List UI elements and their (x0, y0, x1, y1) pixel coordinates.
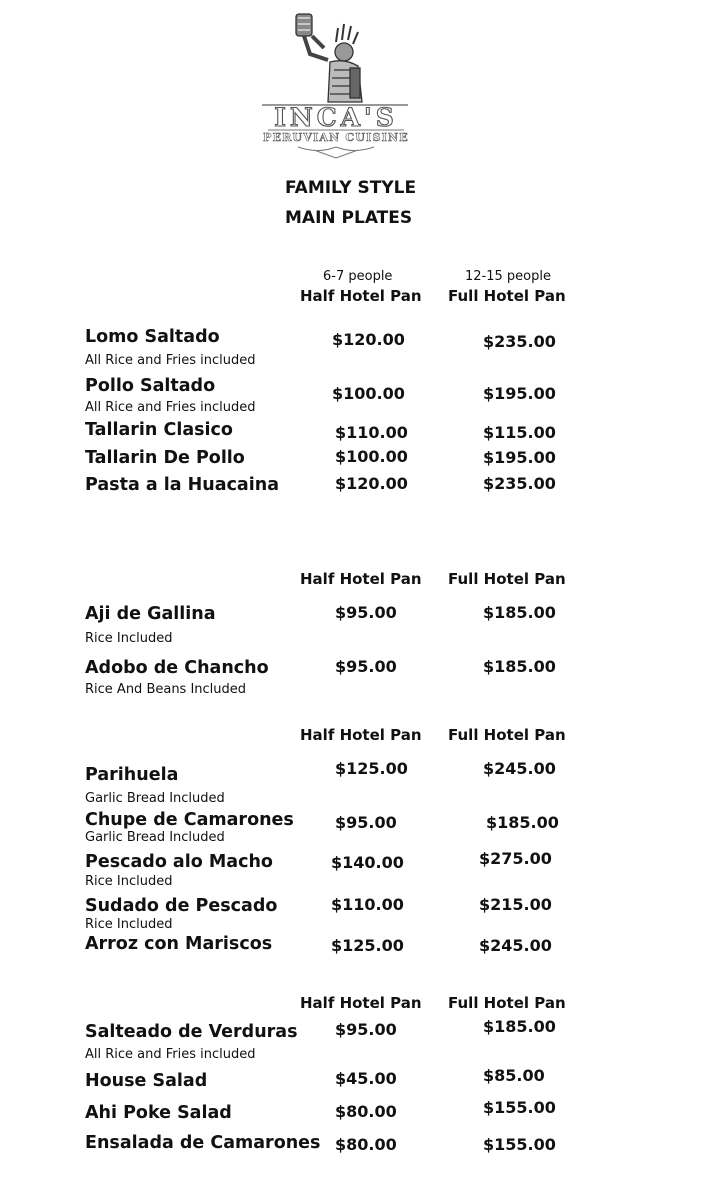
menu-item-note: Garlic Bread Included (85, 830, 225, 845)
menu-item-name: Arroz con Mariscos (85, 934, 273, 954)
menu-item-note: Garlic Bread Included (85, 791, 225, 806)
menu-item-name: Ahi Poke Salad (85, 1103, 232, 1123)
menu-item-half-price: $110.00 (331, 895, 404, 914)
menu-item-note: All Rice and Fries included (85, 400, 256, 415)
menu-item-full-price: $185.00 (483, 1017, 556, 1036)
menu-item-note: Rice And Beans Included (85, 682, 247, 697)
menu-item-half-price: $95.00 (335, 813, 397, 832)
column-header-half: Half Hotel Pan (300, 570, 422, 588)
menu-item-name: Aji de Gallina (85, 604, 216, 624)
menu-item-half-price: $100.00 (335, 447, 408, 466)
menu-item-half-price: $45.00 (335, 1069, 397, 1088)
menu-item-full-price: $195.00 (483, 384, 556, 403)
menu-item-half-price: $95.00 (335, 657, 397, 676)
menu-item-half-price: $100.00 (332, 384, 405, 403)
menu-item-note: Rice Included (85, 917, 173, 932)
menu-item-full-price: $245.00 (479, 936, 552, 955)
menu-item-note: All Rice and Fries included (85, 1047, 256, 1062)
restaurant-logo (258, 8, 414, 163)
menu-item-half-price: $80.00 (335, 1102, 397, 1121)
half-pan-serving-size: 6-7 people (323, 269, 393, 284)
menu-item-full-price: $185.00 (486, 813, 559, 832)
header-family-style: FAMILY STYLE (285, 178, 417, 198)
menu-item-full-price: $155.00 (483, 1098, 556, 1117)
menu-item-name: Tallarin Clasico (85, 420, 233, 440)
menu-item-full-price: $215.00 (479, 895, 552, 914)
menu-item-half-price: $95.00 (335, 603, 397, 622)
menu-item-half-price: $95.00 (335, 1020, 397, 1039)
menu-item-full-price: $85.00 (483, 1066, 545, 1085)
column-header-full: Full Hotel Pan (448, 287, 566, 305)
menu-item-name: Pasta a la Huacaina (85, 475, 280, 495)
menu-item-note: All Rice and Fries included (85, 353, 256, 368)
menu-item-full-price: $245.00 (483, 759, 556, 778)
menu-item-name: Salteado de Verduras (85, 1022, 298, 1042)
column-header-half: Half Hotel Pan (300, 726, 422, 744)
column-header-full: Full Hotel Pan (448, 994, 566, 1012)
menu-item-half-price: $110.00 (335, 423, 408, 442)
logo-tagline: PERUVIAN CUISINE (263, 131, 409, 144)
logo-name: INCA'S (274, 103, 398, 132)
menu-item-full-price: $185.00 (483, 657, 556, 676)
menu-item-half-price: $140.00 (331, 853, 404, 872)
menu-item-name: Adobo de Chancho (85, 658, 269, 678)
full-pan-serving-size: 12-15 people (465, 269, 551, 284)
menu-item-half-price: $80.00 (335, 1135, 397, 1154)
menu-item-name: Pollo Saltado (85, 376, 216, 396)
menu-item-full-price: $155.00 (483, 1135, 556, 1154)
menu-item-half-price: $125.00 (331, 936, 404, 955)
menu-item-half-price: $120.00 (335, 474, 408, 493)
menu-item-note: Rice Included (85, 631, 173, 646)
menu-item-full-price: $185.00 (483, 603, 556, 622)
menu-item-note: Rice Included (85, 874, 173, 889)
menu-item-name: Sudado de Pescado (85, 896, 278, 916)
menu-item-name: Chupe de Camarones (85, 810, 294, 830)
menu-item-name: Ensalada de Camarones (85, 1133, 321, 1153)
menu-item-half-price: $120.00 (332, 330, 405, 349)
menu-item-name: House Salad (85, 1071, 208, 1091)
column-header-full: Full Hotel Pan (448, 570, 566, 588)
menu-item-half-price: $125.00 (335, 759, 408, 778)
menu-item-name: Lomo Saltado (85, 327, 220, 347)
menu-item-full-price: $275.00 (479, 849, 552, 868)
menu-item-name: Parihuela (85, 765, 179, 785)
menu-item-full-price: $195.00 (483, 448, 556, 467)
inca-warrior-illustration (296, 14, 362, 102)
menu-item-full-price: $235.00 (483, 332, 556, 351)
column-header-half: Half Hotel Pan (300, 994, 422, 1012)
header-main-plates: MAIN PLATES (285, 208, 413, 228)
menu-item-name: Pescado alo Macho (85, 852, 273, 872)
column-header-full: Full Hotel Pan (448, 726, 566, 744)
column-header-half: Half Hotel Pan (300, 287, 422, 305)
menu-item-full-price: $235.00 (483, 474, 556, 493)
menu-item-name: Tallarin De Pollo (85, 448, 245, 468)
menu-item-full-price: $115.00 (483, 423, 556, 442)
